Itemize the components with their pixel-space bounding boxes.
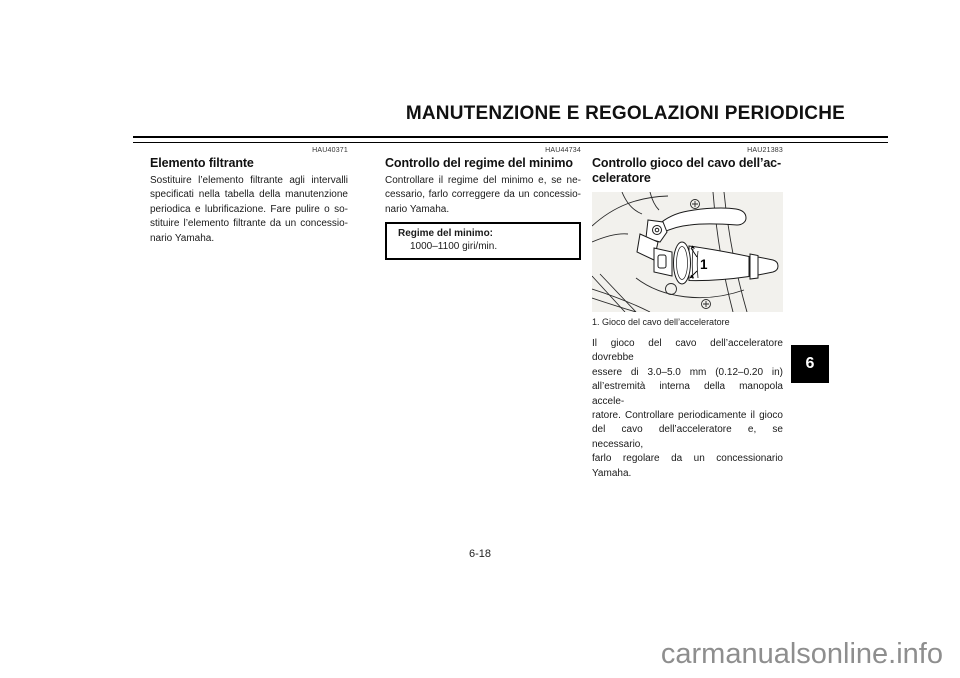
spec-box-value: 1000–1100 giri/min.: [410, 241, 498, 253]
text-line: periodica e lubrificazione. Fare pulire o so-: [150, 203, 348, 215]
idle-speed-spec-box: [385, 222, 581, 260]
figure-caption: 1. Gioco del cavo dell’acceleratore: [592, 317, 730, 327]
text-line: Sostituire l’elemento filtrante agli intervalli: [150, 175, 348, 186]
text-line: celeratore: [592, 171, 651, 185]
section-code: HAU40371: [312, 147, 348, 154]
section-idle-speed: [385, 146, 581, 260]
section-code: HAU21383: [747, 147, 783, 154]
text-line: farlo regolare da un concessionario: [592, 453, 783, 465]
page-number: 6-18: [468, 548, 492, 560]
text-line: nario Yamaha.: [150, 232, 215, 244]
section-title: [150, 156, 348, 171]
text-line: Controllo gioco del cavo dell’ac-: [592, 156, 782, 170]
section-body: [150, 174, 348, 246]
text-line: Yamaha.: [592, 467, 632, 479]
section-title: [385, 156, 581, 171]
watermark-text: carmanualsonline.info: [660, 638, 943, 670]
text-line: stituire l’elemento filtrante da un concessio-: [150, 218, 348, 230]
text-line: essere di 3.0–5.0 mm (0.12–0.20 in): [592, 366, 783, 378]
chapter-tab-badge: 6: [791, 345, 829, 383]
throttle-grip-figure: [592, 192, 783, 312]
section-code: HAU44734: [545, 147, 581, 154]
text-line: Elemento filtrante: [150, 156, 254, 170]
text-line: cessario, farlo correggere da un concessio-: [385, 189, 581, 201]
text-line: Il gioco del cavo dell’acceleratore dovrebbe: [592, 338, 783, 364]
throttle-grip-illustration: [592, 192, 783, 312]
section-body: [592, 337, 783, 481]
header-rule: [133, 136, 888, 143]
figure-label: 1: [700, 257, 708, 272]
page-header-title: MANUTENZIONE E REGOLAZIONI PERIODICHE: [405, 103, 845, 124]
text-line: del cavo dell’acceleratore e, se necessario,: [592, 424, 783, 450]
text-line: Controllare il regime del minimo e, se ne-: [385, 175, 581, 186]
text-line: specificati nella tabella della manutenzione: [150, 189, 348, 201]
spec-box-title: Regime del minimo:: [398, 228, 494, 240]
section-body: [385, 174, 581, 217]
text-line: all’estremità interna della manopola accele-: [592, 381, 783, 407]
text-line: Controllo del regime del minimo: [385, 156, 573, 170]
text-line: nario Yamaha.: [385, 203, 450, 215]
section-air-filter-element: [150, 146, 348, 246]
text-line: ratore. Controllare periodicamente il gioco: [592, 410, 783, 422]
section-throttle-cable-play: [592, 146, 783, 481]
section-title: [592, 156, 783, 186]
